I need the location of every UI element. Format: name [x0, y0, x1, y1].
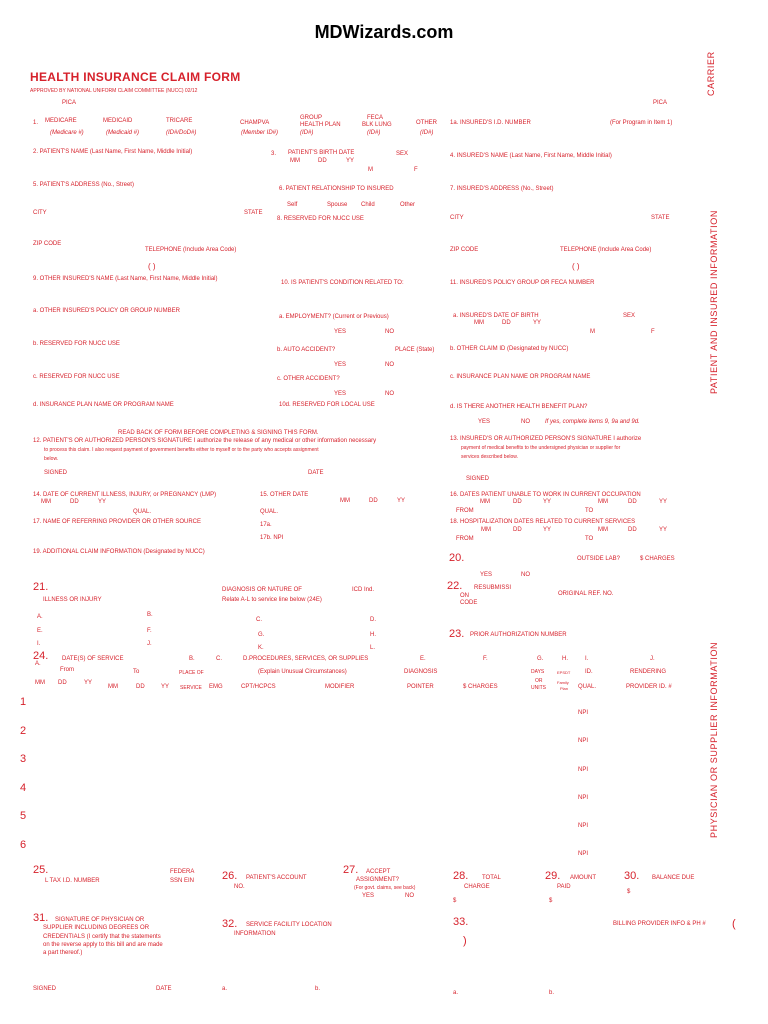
box9a-label: a. OTHER INSURED'S POLICY OR GROUP NUMBER: [33, 308, 180, 314]
group-health-plan: HEALTH PLAN: [300, 122, 341, 128]
box11a-m[interactable]: M: [590, 329, 595, 335]
box24-days: DAYS: [531, 669, 545, 675]
box10c-label: c. OTHER ACCIDENT?: [277, 376, 340, 382]
box24-units: UNITS: [531, 685, 546, 691]
box24-place-of: PLACE OF: [179, 670, 204, 676]
box12-label: 12. PATIENT'S OR AUTHORIZED PERSON'S SIGNATURE I authorize the release of any medical or other information necessary: [33, 438, 377, 444]
box24-from: From: [60, 667, 74, 673]
champva-label[interactable]: CHAMPVA: [240, 120, 270, 126]
feca-label[interactable]: FECA: [367, 115, 384, 121]
diag-i[interactable]: I.: [37, 641, 41, 647]
diag-l[interactable]: L.: [370, 645, 376, 651]
box24-provider-id: PROVIDER ID. #: [626, 684, 672, 690]
box11b-label: b. OTHER CLAIM ID (Designated by NUCC): [450, 346, 569, 352]
box21-icd-ind: ICD Ind.: [352, 587, 375, 593]
service-line-3-npi: NPI: [578, 767, 589, 773]
box20-outside-lab: OUTSIDE LAB?: [577, 556, 621, 562]
box11a-yy: YY: [533, 320, 542, 326]
box3-sex: SEX: [396, 151, 409, 157]
box11d-yes[interactable]: YES: [478, 419, 491, 425]
box24-to: To: [133, 669, 140, 675]
form-title: HEALTH INSURANCE CLAIM FORM: [30, 70, 241, 84]
medicare-label[interactable]: MEDICARE: [45, 118, 77, 124]
box24-diagnosis: DIAGNOSIS: [404, 669, 438, 675]
insured-city: CITY: [450, 215, 464, 221]
box15-dd: DD: [369, 498, 378, 504]
box24-from-yy: YY: [84, 680, 93, 686]
service-line-5-npi: NPI: [578, 823, 589, 829]
box24-from-mm: MM: [35, 680, 45, 686]
box24-i: I.: [585, 656, 589, 662]
box18-to-yy: YY: [659, 527, 668, 533]
service-line-4-number: 4: [20, 782, 27, 794]
box24-g: G.: [537, 656, 544, 662]
service-line-2-npi: NPI: [578, 738, 589, 744]
box24-f: F.: [483, 656, 488, 662]
diag-k[interactable]: K.: [258, 645, 264, 651]
service-line-6-npi: NPI: [578, 851, 589, 857]
box25-number: 25.: [33, 864, 49, 876]
box25-federa: FEDERA: [170, 869, 195, 875]
box17a-label: 17a.: [260, 522, 272, 528]
diag-a[interactable]: A.: [37, 614, 43, 620]
box33-paren-open[interactable]: (: [732, 918, 736, 930]
box27-note: (For govt. claims, see back): [354, 885, 416, 891]
box18-from: FROM: [456, 536, 474, 542]
box16-to-yy: YY: [659, 499, 668, 505]
box24-to-yy: YY: [161, 684, 170, 690]
box30-number: 30.: [624, 870, 640, 882]
box16-from-dd: DD: [513, 499, 522, 505]
box25-tax-id: L TAX I.D. NUMBER: [45, 878, 100, 884]
carrier-label: CARRIER: [706, 51, 716, 96]
read-back-notice: READ BACK OF FORM BEFORE COMPLETING & SIGNING THIS FORM.: [118, 430, 319, 436]
patient-phone-paren[interactable]: ( ): [148, 262, 156, 271]
box31-line1: SIGNATURE OF PHYSICIAN OR: [55, 917, 145, 923]
box31-date[interactable]: DATE: [156, 986, 172, 992]
patient-zip: ZIP CODE: [33, 241, 62, 247]
box33-b[interactable]: b.: [549, 990, 555, 996]
box20-number: 20.: [449, 552, 465, 564]
box16-to-mm: MM: [598, 499, 608, 505]
insured-phone-paren[interactable]: ( ): [572, 262, 580, 271]
box10-label: 10. IS PATIENT'S CONDITION RELATED TO:: [281, 280, 404, 286]
box3-f[interactable]: F: [414, 167, 418, 173]
box33-a[interactable]: a.: [453, 990, 459, 996]
box20-charges: $ CHARGES: [640, 556, 675, 562]
box3-label: PATIENT'S BIRTH DATE: [288, 150, 355, 156]
service-line-5-number: 5: [20, 810, 27, 822]
box24-a: A.: [35, 661, 41, 667]
box1a-note: (For Program in Item 1): [610, 120, 673, 126]
box29-paid: PAID: [557, 884, 571, 890]
box10b-no[interactable]: NO: [385, 362, 394, 368]
medicare-sub: (Medicare #): [50, 130, 84, 136]
service-line-4-npi: NPI: [578, 795, 589, 801]
box21-diag: DIAGNOSIS OR NATURE OF: [222, 587, 302, 593]
box12-date[interactable]: DATE: [308, 470, 324, 476]
tricare-sub: (ID#/DoD#): [166, 130, 197, 136]
box28-total: TOTAL: [482, 875, 501, 881]
box24-qual: QUAL.: [578, 684, 597, 690]
feca-sub: (ID#): [367, 130, 381, 136]
box7-label: 7. INSURED'S ADDRESS (No., Street): [450, 186, 554, 192]
insured-telephone: TELEPHONE (Include Area Code): [560, 247, 652, 253]
diag-c[interactable]: C.: [256, 617, 262, 623]
service-line-3-number: 3: [20, 753, 27, 765]
box32-information: INFORMATION: [234, 931, 276, 937]
box33-label: BILLING PROVIDER INFO & PH #: [613, 921, 706, 927]
box16-to: TO: [585, 508, 594, 514]
service-line-1-npi: NPI: [578, 710, 589, 716]
box24-id: ID.: [585, 669, 593, 675]
other-sub: (ID#): [420, 130, 434, 136]
diag-b[interactable]: B.: [147, 612, 153, 618]
box24-cpt: CPT/HCPCS: [241, 684, 276, 690]
box13-signed[interactable]: SIGNED: [466, 476, 490, 482]
service-line-6-number: 6: [20, 839, 27, 851]
box24-number: 24.: [33, 650, 49, 662]
box9d-label: d. INSURANCE PLAN NAME OR PROGRAM NAME: [33, 402, 174, 408]
box26-label: PATIENT'S ACCOUNT: [246, 875, 307, 881]
box24-pointer: POINTER: [407, 684, 434, 690]
box6-self[interactable]: Self: [287, 202, 298, 208]
box32-a[interactable]: a.: [222, 986, 228, 992]
box18-from-mm: MM: [481, 527, 491, 533]
service-line-2-number: 2: [20, 725, 27, 737]
box16-from: FROM: [456, 508, 474, 514]
box25-ssn-ein[interactable]: SSN EIN: [170, 878, 195, 884]
box17-label: 17. NAME OF REFERRING PROVIDER OR OTHER SOURCE: [33, 519, 202, 525]
box27-number: 27.: [343, 864, 359, 876]
box10c-no[interactable]: NO: [385, 391, 394, 397]
box3-dd: DD: [318, 158, 327, 164]
box11c-label: c. INSURANCE PLAN NAME OR PROGRAM NAME: [450, 374, 591, 380]
box24-epsdt: EPSDT: [557, 670, 571, 675]
box11a-dd: DD: [502, 320, 511, 326]
box10b-label: b. AUTO ACCIDENT?: [277, 347, 336, 353]
box27-assignment: ASSIGNMENT?: [356, 877, 400, 883]
box3-m[interactable]: M: [368, 167, 373, 173]
box12-line3: below.: [44, 456, 59, 462]
box31-line3: CREDENTIALS (I certify that the statements: [43, 934, 161, 940]
pica-right[interactable]: PICA: [653, 100, 668, 106]
box19-label: 19. ADDITIONAL CLAIM INFORMATION (Designated by NUCC): [33, 549, 205, 555]
box27-label: ACCEPT: [366, 869, 391, 875]
box11-label: 11. INSURED'S POLICY GROUP OR FECA NUMBER: [450, 280, 595, 286]
box3-number: 3.: [271, 151, 277, 157]
box24-rendering: RENDERING: [630, 669, 667, 675]
box6-child[interactable]: Child: [361, 202, 375, 208]
box28-charge: CHARGE: [464, 884, 490, 890]
box23-number: 23.: [449, 628, 465, 640]
box16-from-yy: YY: [543, 499, 552, 505]
side-physician-info: PHYSICIAN OR SUPPLIER INFORMATION: [709, 641, 719, 838]
box14-mm: MM: [41, 499, 51, 505]
box24-charges: $ CHARGES: [463, 684, 498, 690]
box18-to-dd: DD: [628, 527, 637, 533]
group-sub: (ID#): [300, 130, 314, 136]
box10d-label: 10d. RESERVED FOR LOCAL USE: [279, 402, 375, 408]
box9c-label: c. RESERVED FOR NUCC USE: [33, 374, 120, 380]
box24-c: C.: [216, 656, 222, 662]
side-patient-info: PATIENT AND INSURED INFORMATION: [709, 210, 719, 394]
box21-relate: Relate A-L to service line below (24E): [222, 597, 322, 603]
box15-mm: MM: [340, 498, 350, 504]
box16-label: 16. DATES PATIENT UNABLE TO WORK IN CURRENT OCCUPATION: [450, 492, 641, 498]
approved-line: APPROVED BY NATIONAL UNIFORM CLAIM COMMITTEE (NUCC) 02/12: [30, 88, 198, 94]
box24-from-dd: DD: [58, 680, 67, 686]
box24-modifier: MODIFIER: [325, 684, 355, 690]
box22-label: RESUBMISSI: [474, 585, 512, 591]
box8-label: 8. RESERVED FOR NUCC USE: [277, 216, 364, 222]
box11a-mm: MM: [474, 320, 484, 326]
box28-dollar: $: [453, 898, 457, 904]
box1a-label: 1a. INSURED'S I.D. NUMBER: [450, 120, 531, 126]
box15-yy: YY: [397, 498, 406, 504]
box3-mm: MM: [290, 158, 300, 164]
box18-to: TO: [585, 536, 594, 542]
diag-j[interactable]: J.: [147, 641, 152, 647]
box14-dd: DD: [70, 499, 79, 505]
box9b-label: b. RESERVED FOR NUCC USE: [33, 341, 120, 347]
box11d-no[interactable]: NO: [521, 419, 530, 425]
box17b-label: 17b. NPI: [260, 535, 284, 541]
site-banner: MDWizards.com: [314, 22, 454, 42]
box31-line2: SUPPLIER INCLUDING DEGREES OR: [43, 925, 150, 931]
box13-label: 13. INSURED'S OR AUTHORIZED PERSON'S SIGNATURE I authorize: [450, 436, 642, 442]
group-label[interactable]: GROUP: [300, 115, 323, 121]
box5-label: 5. PATIENT'S ADDRESS (No., Street): [33, 182, 134, 188]
box24-b: B.: [189, 656, 195, 662]
patient-city: CITY: [33, 210, 47, 216]
box14-qual: QUAL.: [133, 509, 152, 515]
box24-explain: (Explain Unusual Circumstances): [258, 669, 347, 675]
box33-number: 33.: [453, 916, 469, 928]
box32-b[interactable]: b.: [315, 986, 321, 992]
box33-paren-close[interactable]: ): [463, 935, 467, 947]
box14-label: 14. DATE OF CURRENT ILLNESS, INJURY, or PREGNANCY (LMP): [33, 492, 217, 498]
feca-blk-lung: BLK LUNG: [362, 122, 392, 128]
diag-g[interactable]: G.: [258, 632, 265, 638]
box28-number: 28.: [453, 870, 469, 882]
service-line-1-number: 1: [20, 696, 27, 708]
box16-to-dd: DD: [628, 499, 637, 505]
box20-yes[interactable]: YES: [480, 572, 493, 578]
patient-telephone: TELEPHONE (Include Area Code): [145, 247, 237, 253]
box6-label: 6. PATIENT RELATIONSHIP TO INSURED: [279, 186, 394, 192]
box24-to-dd: DD: [136, 684, 145, 690]
medicaid-label[interactable]: MEDICAID: [103, 118, 133, 124]
box24-d: D.PROCEDURES, SERVICES, OR SUPPLIES: [243, 656, 369, 662]
diag-d[interactable]: D.: [370, 617, 376, 623]
medicaid-sub: (Medicaid #): [106, 130, 140, 136]
box10b-yes[interactable]: YES: [334, 362, 347, 368]
box21-number: 21.: [33, 581, 49, 593]
box12-signed[interactable]: SIGNED: [44, 470, 68, 476]
box18-to-mm: MM: [598, 527, 608, 533]
box22-label2: ON: [460, 593, 469, 599]
diag-e[interactable]: E.: [37, 628, 43, 634]
box3-yy: YY: [346, 158, 355, 164]
box11d-label: d. IS THERE ANOTHER HEALTH BENEFIT PLAN?: [450, 404, 588, 410]
box13-line3: services described below.: [461, 454, 518, 460]
box31-line5: a part thereof.): [43, 950, 83, 956]
box9-label: 9. OTHER INSURED'S NAME (Last Name, First Name, Middle Initial): [33, 276, 218, 282]
box2-label: 2. PATIENT'S NAME (Last Name, First Name, Middle Initial): [33, 149, 193, 155]
tricare-label[interactable]: TRICARE: [166, 118, 193, 124]
box24-emg: EMG: [209, 684, 223, 690]
patient-state: STATE: [244, 210, 263, 216]
box27-no[interactable]: NO: [405, 893, 414, 899]
box16-from-mm: MM: [480, 499, 490, 505]
box21-label: ILLNESS OR INJURY: [43, 597, 102, 603]
box14-yy: YY: [98, 499, 107, 505]
box18-label: 18. HOSPITALIZATION DATES RELATED TO CURRENT SERVICES: [450, 519, 636, 525]
box29-dollar: $: [549, 898, 553, 904]
box1-number: 1.: [33, 120, 39, 126]
box31-number: 31.: [33, 912, 49, 924]
pica-left[interactable]: PICA: [62, 100, 77, 106]
box18-from-yy: YY: [543, 527, 552, 533]
box11a-label: a. INSURED'S DATE OF BIRTH: [453, 313, 539, 319]
box20-no[interactable]: NO: [521, 572, 530, 578]
box23-label: PRIOR AUTHORIZATION NUMBER: [470, 632, 567, 638]
box10a-no[interactable]: NO: [385, 329, 394, 335]
insured-state: STATE: [651, 215, 670, 221]
box22-number: 22.: [447, 580, 463, 592]
box24-plan: Plan: [560, 686, 569, 691]
box10c-yes[interactable]: YES: [334, 391, 347, 397]
box6-other[interactable]: Other: [400, 202, 416, 208]
box11a-sex: SEX: [623, 313, 636, 319]
box24-h: H.: [562, 656, 568, 662]
box24-dates: DATE(S) OF SERVICE: [62, 656, 124, 662]
other-label[interactable]: OTHER: [416, 120, 437, 126]
box24-family: Family: [557, 680, 569, 685]
box22-original-ref: ORIGINAL REF. NO.: [558, 591, 614, 597]
box24-to-mm: MM: [108, 684, 118, 690]
box10a-label: a. EMPLOYMENT? (Current or Previous): [279, 314, 389, 320]
box24-j: J.: [650, 656, 655, 662]
box29-number: 29.: [545, 870, 561, 882]
box24-service: SERVICE: [180, 685, 202, 691]
box26-number: 26.: [222, 870, 238, 882]
box6-spouse[interactable]: Spouse: [327, 202, 348, 208]
box26-no: NO.: [234, 884, 245, 890]
box10a-yes[interactable]: YES: [334, 329, 347, 335]
diag-f[interactable]: F.: [147, 628, 152, 634]
box11a-f[interactable]: F: [651, 329, 655, 335]
insured-zip: ZIP CODE: [450, 247, 479, 253]
box11d-note: If yes, complete items 9, 9a and 9d.: [545, 419, 640, 425]
box12-line2: to process this claim. I also request payment of government benefits either to myself or to the party who accepts assignment: [44, 447, 319, 453]
box18-from-dd: DD: [513, 527, 522, 533]
box15-qual: QUAL.: [260, 509, 279, 515]
diag-h[interactable]: H.: [370, 632, 376, 638]
box29-amount: AMOUNT: [570, 875, 596, 881]
box10b-place[interactable]: PLACE (State): [395, 347, 435, 353]
box27-yes[interactable]: YES: [362, 893, 375, 899]
box24-e: E.: [420, 656, 426, 662]
box32-number: 32.: [222, 918, 238, 930]
box32-label: SERVICE FACILITY LOCATION: [246, 922, 332, 928]
box4-label: 4. INSURED'S NAME (Last Name, First Name, Middle Initial): [450, 153, 612, 159]
box22-code: CODE: [460, 600, 478, 606]
box31-line4: on the reverse apply to this bill and are made: [43, 942, 163, 948]
box30-balance-due: BALANCE DUE: [652, 875, 695, 881]
box13-line2: payment of medical benefits to the undersigned physician or supplier for: [461, 445, 621, 451]
box31-signed[interactable]: SIGNED: [33, 986, 57, 992]
box30-dollar: $: [627, 889, 631, 895]
box15-label: 15. OTHER DATE: [260, 492, 309, 498]
box24-or: OR: [535, 678, 543, 684]
champva-sub: (Member ID#): [241, 130, 279, 136]
